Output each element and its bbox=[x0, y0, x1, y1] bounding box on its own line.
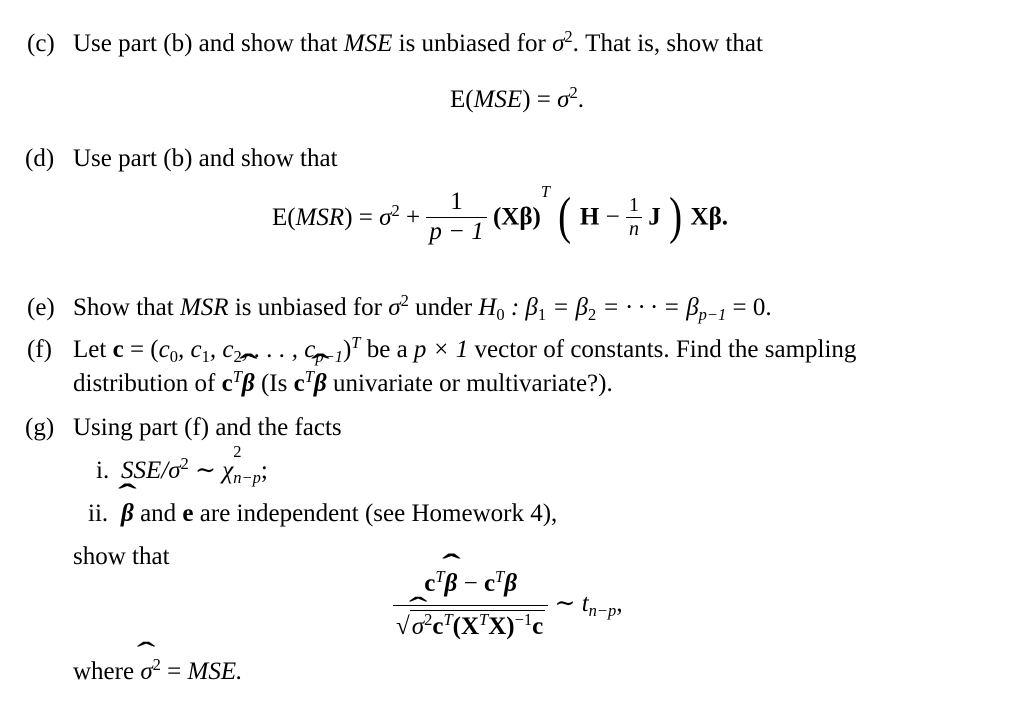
left-paren: ( bbox=[558, 188, 572, 246]
part-e-label: (e) bbox=[27, 294, 55, 321]
where-text: where σ ˆ$^2$ = MSE. bbox=[73, 656, 242, 687]
part-g-label: (g) bbox=[25, 414, 55, 441]
part-f-line2: distribution of $c^T\beta$ ˆ (Is $c^T\beta$ ˆ univariate or multivariate?). bbox=[73, 368, 613, 399]
fraction-one-over-n: $\frac{1}{n}$ bbox=[626, 194, 642, 241]
fraction-one-over-p-minus-1: $\frac{1}{p - 1}$ bbox=[426, 188, 486, 247]
show-that-text: show that bbox=[73, 543, 170, 570]
part-f-label: (f) bbox=[27, 336, 52, 363]
part-f-line1: Let $c = (c_0$, $c_1$, $c_2$, . . . , $c_{p-1})^T$ be a p × 1 vector of constants. Find the sampling bbox=[73, 332, 857, 366]
right-paren: ) bbox=[669, 188, 683, 246]
part-g-text: Using part (f) and the facts bbox=[73, 414, 342, 441]
t-statistic-fraction: $\frac{c^T\beta ˆ - c^T\beta}{√\sigma ˆ^2c^T(X^TX)^{-1}c}$ bbox=[393, 566, 548, 642]
part-g-equation: $\frac{c^T\beta ˆ - c^T\beta}{√\sigma ˆ^2c^T(X^TX)^{-1}c}$ ∼ $t_{n-p}$, bbox=[393, 566, 623, 642]
item-ii-label: ii. bbox=[88, 500, 109, 527]
part-c-text: Use part (b) and show that MSE is unbiased for $\sigma^2$. That is, show that bbox=[73, 26, 763, 57]
item-i-label: i. bbox=[96, 457, 110, 484]
part-d-equation: $E(MSR) = \sigma^2$ + $\frac{1}{p - 1}$ $(X\beta)^T$ ( H − $\frac{1}{n}$ J ) Xβ. bbox=[272, 181, 729, 246]
part-c-label: (c) bbox=[27, 30, 55, 57]
part-c-equation: $E(MSE) = \sigma^2$. bbox=[450, 82, 584, 113]
part-d-label: (d) bbox=[25, 145, 55, 172]
part-d-text: Use part (b) and show that bbox=[73, 145, 338, 172]
part-e-text: Show that MSR is unbiased for $\sigma^2$ under $H_0$ : $\beta_1 = \beta_2$ = · · · = $\beta_{p-1} = 0$. bbox=[73, 290, 772, 324]
item-i-text: SSE/$\sigma^2$ ∼ χ 2 $_{n-p}$; bbox=[121, 442, 268, 487]
item-ii-text: β ˆ and e are independent (see Homework 4), bbox=[121, 498, 557, 529]
